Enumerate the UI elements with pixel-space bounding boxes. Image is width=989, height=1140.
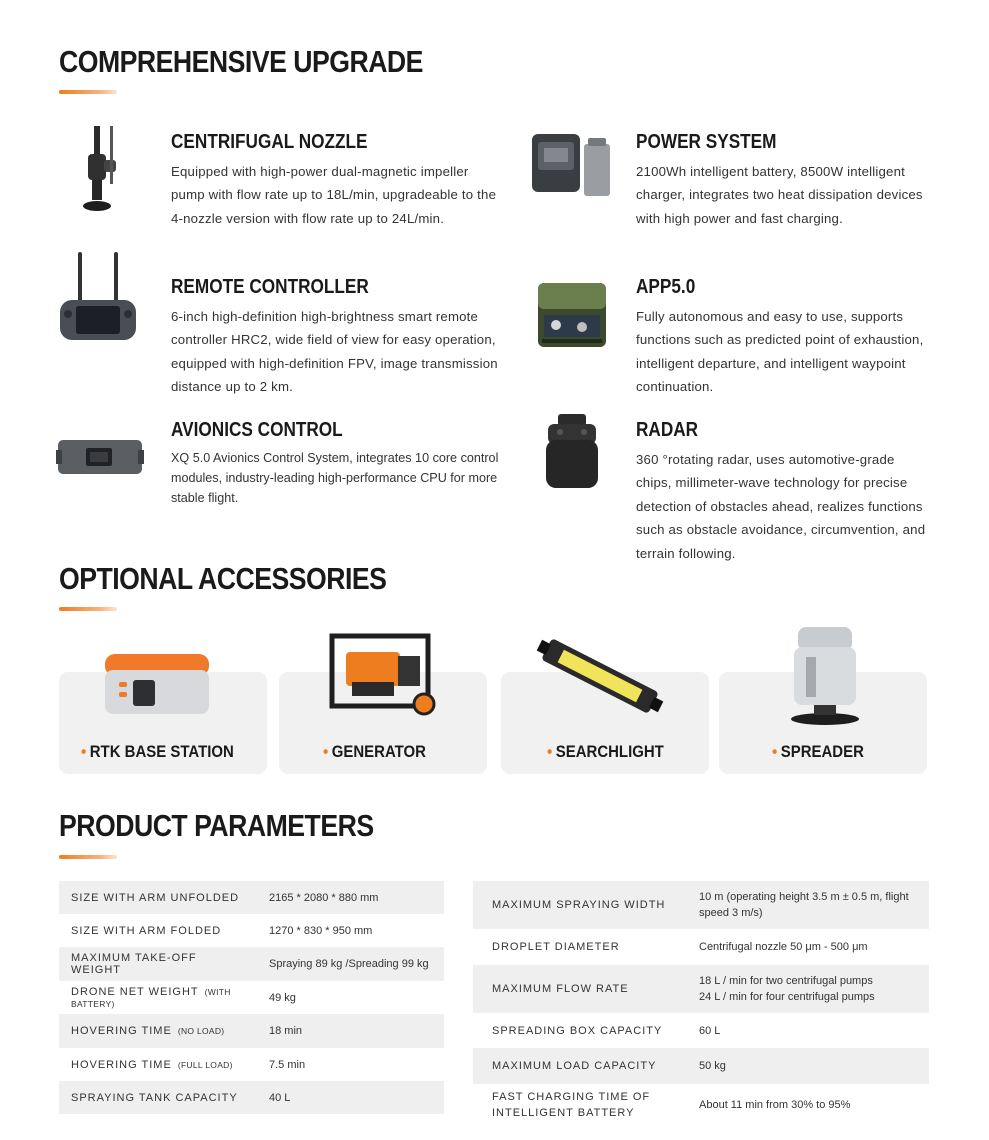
param-value: 10 m (operating height 3.5 m ± 0.5 m, flight speed 3 m/s)	[687, 881, 929, 929]
feature-radar	[636, 419, 931, 565]
accessory-name: RTK BASE STATION	[89, 742, 234, 761]
param-key: DRONE NET WEIGHT (WITH BATTERY)	[59, 981, 257, 1014]
table-row	[473, 1084, 929, 1126]
remote-controller-icon	[60, 252, 136, 342]
param-value: 50 kg	[687, 1048, 929, 1084]
bullet: •	[547, 742, 553, 761]
table-row	[473, 1048, 929, 1084]
table-row	[473, 881, 929, 929]
table-row	[59, 914, 444, 947]
bullet: •	[323, 742, 329, 761]
param-value: 18 L / min for two centrifugal pumps 24 L / min for four centrifugal pumps	[687, 965, 929, 1013]
table-row	[59, 1081, 444, 1114]
feature-app	[636, 276, 931, 399]
battery-charger-icon	[530, 130, 614, 202]
radar-icon	[544, 414, 600, 490]
avionics-module-icon	[56, 436, 144, 478]
accessory-name: GENERATOR	[331, 742, 426, 761]
feature-text: XQ 5.0 Avionics Control System, integrates 10 core control modules, industry-leading high-performance CPU for more stable flight.	[171, 451, 499, 505]
params-table-right	[473, 881, 929, 1126]
param-value: About 11 min from 30% to 95%	[687, 1084, 929, 1126]
feature-text: Equipped with high-power dual-magnetic impeller pump with flow rate up to 18L/min, upgradeable to the 4-nozzle version with flow rate up to 24L/min.	[171, 164, 497, 226]
bullet: •	[772, 742, 778, 761]
spreader-icon	[788, 627, 862, 727]
feature-centrifugal-nozzle	[171, 131, 501, 230]
title-accent-line	[59, 855, 117, 859]
title-accent-line	[59, 90, 117, 94]
param-key: MAXIMUM LOAD CAPACITY	[473, 1048, 687, 1084]
feature-avionics-control	[171, 419, 501, 508]
table-row	[59, 881, 444, 914]
param-key: DROPLET DIAMETER	[473, 929, 687, 965]
section-title-accessories: OPTIONAL ACCESSORIES	[59, 561, 387, 596]
param-key: HOVERING TIME (NO LOAD)	[59, 1014, 257, 1048]
rtk-base-station-icon	[103, 650, 211, 716]
param-key: MAXIMUM FLOW RATE	[473, 965, 687, 1013]
feature-remote-controller	[171, 276, 501, 399]
param-value: Spraying 89 kg /Spreading 99 kg	[257, 947, 444, 981]
param-key: MAXIMUM TAKE-OFF WEIGHT	[59, 947, 257, 981]
feature-text: 6-inch high-definition high-brightness smart remote controller HRC2, wide field of view for easy operation, equipped with high-definition FPV, image transmission distance up to 2 km.	[171, 309, 498, 395]
accessory-name: SPREADER	[780, 742, 864, 761]
param-value: 49 kg	[257, 981, 444, 1014]
nozzle-icon	[80, 126, 126, 214]
param-value: 2165 * 2080 * 880 mm	[257, 881, 444, 914]
bullet: •	[81, 742, 87, 761]
feature-title: POWER SYSTEM	[636, 131, 777, 153]
param-value: 40 L	[257, 1081, 444, 1114]
param-key: SIZE WITH ARM FOLDED	[59, 914, 257, 947]
table-row	[59, 1048, 444, 1081]
param-key: SIZE WITH ARM UNFOLDED	[59, 881, 257, 914]
accessory-label	[772, 742, 864, 762]
table-row	[59, 1014, 444, 1048]
feature-text: 360 °rotating radar, uses automotive-grade chips, millimeter-wave technology for precise detection of obstacles ahead, realizes functions such as obstacle avoidance, circumvention, and terrain following.	[636, 452, 926, 561]
param-key: HOVERING TIME (FULL LOAD)	[59, 1048, 257, 1081]
section-title-upgrade: COMPREHENSIVE UPGRADE	[59, 44, 423, 79]
table-row	[59, 947, 444, 981]
feature-title: REMOTE CONTROLLER	[171, 276, 369, 298]
table-row	[473, 929, 929, 965]
accessory-label	[547, 742, 664, 762]
title-accent-line	[59, 607, 117, 611]
feature-title: RADAR	[636, 419, 699, 441]
param-key: FAST CHARGING TIME OF INTELLIGENT BATTERY	[473, 1084, 687, 1126]
feature-text: Fully autonomous and easy to use, supports functions such as predicted point of exhaustion, intelligent departure, and intelligent waypoint continuation.	[636, 309, 924, 395]
table-row	[59, 981, 444, 1014]
accessory-label	[323, 742, 426, 762]
generator-icon	[328, 630, 446, 718]
accessory-name: SEARCHLIGHT	[555, 742, 664, 761]
section-title-parameters: PRODUCT PARAMETERS	[59, 808, 374, 843]
param-key: SPRAYING TANK CAPACITY	[59, 1081, 257, 1114]
table-row	[473, 1013, 929, 1048]
app-screenshot-icon	[538, 283, 606, 347]
feature-text: 2100Wh intelligent battery, 8500W intelligent charger, integrates two heat dissipation devices with high power and fast charging.	[636, 164, 923, 226]
param-value: Centrifugal nozzle 50 μm - 500 μm	[687, 929, 929, 965]
table-row	[473, 965, 929, 1013]
param-value: 1270 * 830 * 950 mm	[257, 914, 444, 947]
feature-title: CENTRIFUGAL NOZZLE	[171, 131, 368, 153]
params-table-left	[59, 881, 444, 1114]
param-value: 60 L	[687, 1013, 929, 1048]
searchlight-icon	[532, 628, 668, 724]
param-value: 18 min	[257, 1014, 444, 1048]
param-key: MAXIMUM SPRAYING WIDTH	[473, 881, 687, 929]
feature-power-system	[636, 131, 931, 230]
feature-title: AVIONICS CONTROL	[171, 419, 343, 441]
param-value: 7.5 min	[257, 1048, 444, 1081]
accessory-label	[81, 742, 234, 762]
feature-title: APP5.0	[636, 276, 696, 298]
param-key: SPREADING BOX CAPACITY	[473, 1013, 687, 1048]
